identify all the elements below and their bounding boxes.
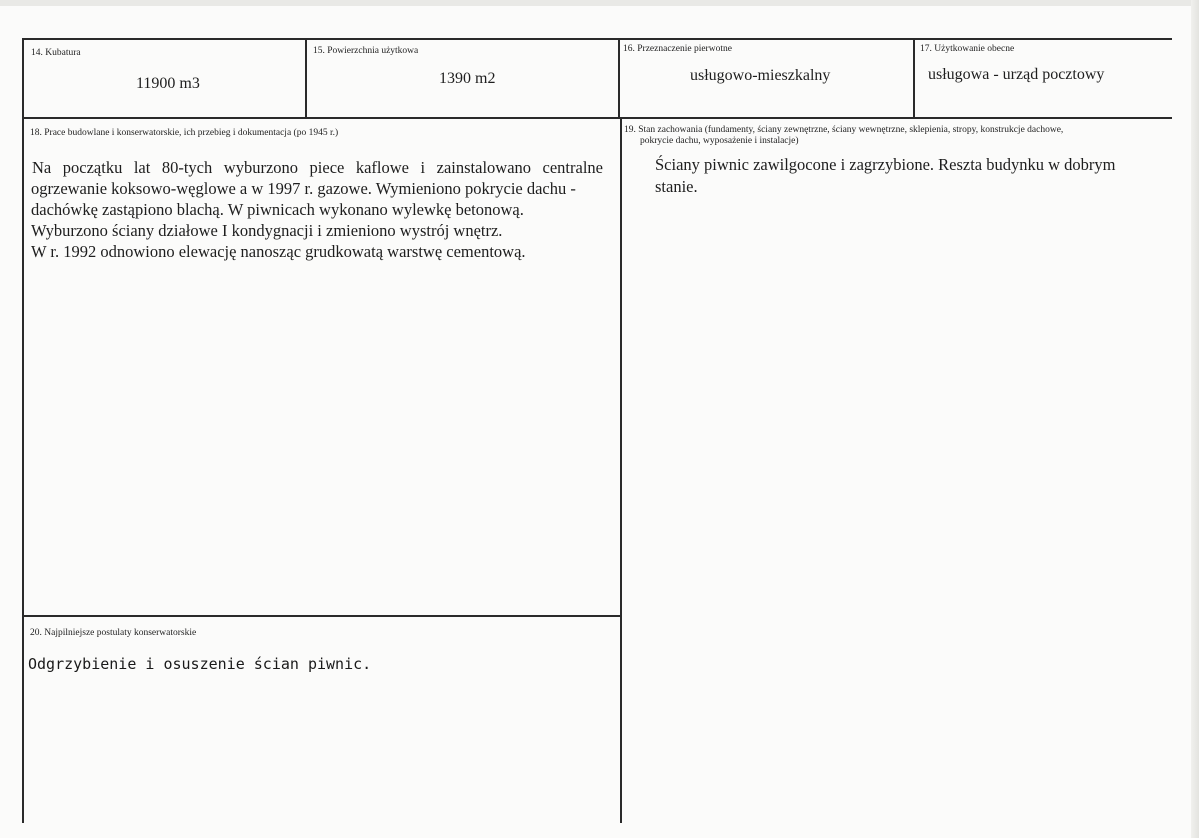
field-20-label: 20. Najpilniejsze postulaty konserwatorskie xyxy=(30,628,197,638)
field-15-label: 15. Powierzchnia użytkowa xyxy=(313,46,419,56)
field-19-line-1: Ściany piwnic zawilgocone i zagrzybione. Reszta budynku w dobrym xyxy=(655,155,1116,174)
field-14-value: 11900 m3 xyxy=(136,75,200,92)
field-19-label-line-2: pokrycie dachu, wyposażenie i instalacje) xyxy=(640,136,799,146)
left-border-line xyxy=(22,38,24,618)
paper-top-edge xyxy=(0,0,1199,6)
field-15-value: 1390 m2 xyxy=(439,70,496,87)
paper-right-edge xyxy=(1191,0,1199,838)
divider-14-15 xyxy=(305,38,307,118)
field-18-line-3: dachówkę zastąpiono blachą. W piwnicach wykonano wylewkę betonową. xyxy=(31,200,524,219)
field-18-label: 18. Prace budowlane i konserwatorskie, ich przebieg i dokumentacja (po 1945 r.) xyxy=(30,128,339,138)
field-17-value: usługowa - urząd pocztowy xyxy=(928,66,1105,83)
divider-15-16 xyxy=(618,38,620,118)
field-14-label: 14. Kubatura xyxy=(31,48,81,58)
field-16-value: usługowo-mieszkalny xyxy=(690,67,831,84)
field-18-line-2: ogrzewanie koksowo-węglowe a w 1997 r. gazowe. Wymieniono pokrycie dachu - xyxy=(31,179,576,198)
section-20-top-line xyxy=(22,615,622,617)
divider-16-17 xyxy=(913,38,915,118)
field-19-line-2: stanie. xyxy=(655,177,698,196)
field-17-label: 17. Użytkowanie obecne xyxy=(920,44,1015,54)
field-16-label: 16. Przeznaczenie pierwotne xyxy=(623,44,732,54)
field-18-line-1: Na początku lat 80-tych wyburzono piece kaflowe i zainstalowano centralne xyxy=(32,158,603,177)
center-vertical-line xyxy=(620,117,622,823)
top-border-line xyxy=(22,38,1172,40)
field-20-value: Odgrzybienie i osuszenie ścian piwnic. xyxy=(28,655,372,673)
field-18-line-4: Wyburzono ściany działowe I kondygnacji i zmieniono wystrój wnętrz. xyxy=(31,221,503,240)
field-19-label-line-1: 19. Stan zachowania (fundamenty, ściany zewnętrzne, ściany wewnętrzne, sklepienia, stropy, konstrukcje dachowe, xyxy=(624,125,1064,135)
row-divider-line xyxy=(22,117,1172,119)
field-18-line-5: W r. 1992 odnowiono elewację nanosząc grudkowatą warstwę cementową. xyxy=(31,242,526,261)
field-18-text xyxy=(31,157,603,262)
section-20-left-line xyxy=(22,615,24,823)
